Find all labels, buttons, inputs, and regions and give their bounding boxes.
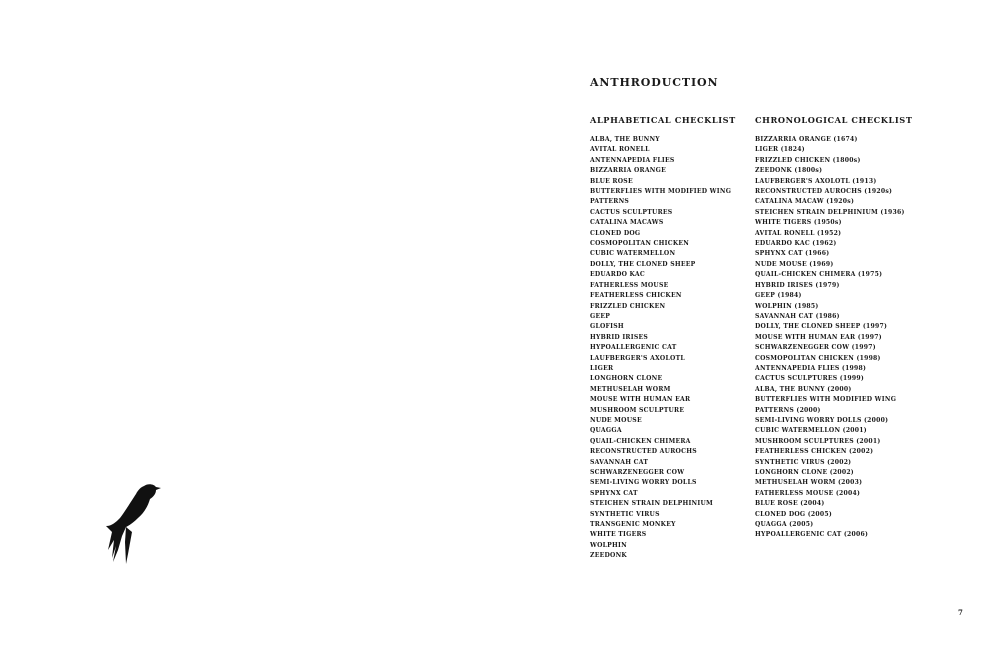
list-item: CATALINA MACAWS <box>590 219 664 227</box>
list-item: SEMI-LIVING WORRY DOLLS (2000) <box>755 416 889 424</box>
list-item: SYNTHETIC VIRUS (2002) <box>755 458 852 466</box>
list-item: LIGER <box>590 364 614 372</box>
list-item: SCHWARZENEGGER COW <box>590 469 685 476</box>
list-item: CACTUS SCULPTURES (1999) <box>755 375 865 383</box>
list-item: GEEP <box>590 312 611 320</box>
page-title: ANTHRODUCTION <box>590 76 719 89</box>
list-item: CLONED DOG <box>590 229 641 237</box>
list-item: SPHYNX CAT <box>590 489 638 497</box>
list-item: FATHERLESS MOUSE <box>590 281 669 289</box>
list-item: BLUE ROSE (2004) <box>755 500 825 508</box>
list-item: RECONSTRUCTED AUROCHS <box>590 448 697 456</box>
page-number: 7 <box>958 608 963 617</box>
list-item: FRIZZLED CHICKEN (1800s) <box>755 156 861 164</box>
list-item: WHITE TIGERS (1950s) <box>755 219 842 227</box>
list-item: CACTUS SCULPTURES <box>590 208 673 216</box>
list-item: METHUSELAH WORM (2003) <box>755 479 863 487</box>
list-item: ALBA, THE BUNNY <box>590 136 660 143</box>
list-item: BLUE ROSE <box>590 177 633 185</box>
list-item: MUSHROOM SCULPTURES (2001) <box>755 437 881 445</box>
list-item: EDUARDO KAC (1962) <box>755 240 837 248</box>
list-item: BUTTERFLIES WITH MODIFIED WING <box>755 396 897 404</box>
list-item: MOUSE WITH HUMAN EAR <box>590 396 691 404</box>
list-item: NUDE MOUSE (1969) <box>755 260 834 268</box>
list-item: PATTERNS (2000) <box>755 406 821 414</box>
list-item: ZEEDONK <box>590 552 627 560</box>
list-item: LONGHORN CLONE <box>590 375 663 383</box>
list-item: BIZZARRIA ORANGE <box>590 167 666 175</box>
list-item: SPHYNX CAT (1966) <box>755 250 830 258</box>
list-item: SEMI-LIVING WORRY DOLLS <box>590 479 697 487</box>
list-item: ANTENNAPEDIA FLIES <box>590 156 675 164</box>
list-item: CLONED DOG (2005) <box>755 510 832 518</box>
list-item: LAUFBERGER'S AXOLOTL (1913) <box>755 177 877 185</box>
list-item: SAVANNAH CAT (1986) <box>755 312 840 320</box>
list-item: TRANSGENIC MONKEY <box>590 521 676 529</box>
list-item: WOLPHIN <box>590 541 627 549</box>
list-item: FRIZZLED CHICKEN <box>590 302 666 310</box>
list-item: CUBIC WATERMELLON (2001) <box>755 427 867 435</box>
list-item: LONGHORN CLONE (2002) <box>755 469 854 476</box>
list-item: GEEP (1984) <box>755 292 802 300</box>
list-item: PATTERNS <box>590 198 630 206</box>
list-item: MOUSE WITH HUMAN EAR (1997) <box>755 333 882 341</box>
list-item: SYNTHETIC VIRUS <box>590 510 660 518</box>
alphabetical-checklist-heading: ALPHABETICAL CHECKLIST <box>590 115 736 125</box>
list-item: STEICHEN STRAIN DELPHINIUM (1936) <box>755 208 905 216</box>
list-item: ANTENNAPEDIA FLIES (1998) <box>755 364 867 372</box>
list-item: SCHWARZENEGGER COW (1997) <box>755 344 876 352</box>
chronological-checklist-heading: CHRONOLOGICAL CHECKLIST <box>755 115 913 125</box>
list-item: ALBA, THE BUNNY (2000) <box>755 385 852 393</box>
list-item: QUAIL-CHICKEN CHIMERA (1975) <box>755 271 883 279</box>
chronological-list <box>755 135 925 541</box>
list-item: HYPOALLERGENIC CAT <box>590 344 677 352</box>
alphabetical-checklist <box>590 115 740 562</box>
list-item: BIZZARRIA ORANGE (1674) <box>755 136 858 143</box>
list-item: WOLPHIN (1985) <box>755 302 819 310</box>
list-item: QUAGGA <box>590 427 622 435</box>
list-item: BUTTERFLIES WITH MODIFIED WING <box>590 188 732 196</box>
list-item: QUAGGA (2005) <box>755 521 814 529</box>
list-item: STEICHEN STRAIN DELPHINIUM <box>590 500 714 508</box>
list-item: HYBRID IRISES <box>590 333 649 341</box>
list-item: LIGER (1824) <box>755 146 805 154</box>
list-item: LAUFBERGER'S AXOLOTL <box>590 354 685 362</box>
alphabetical-list <box>590 135 740 562</box>
list-item: MUSHROOM SCULPTURE <box>590 406 685 414</box>
list-item: DOLLY, THE CLONED SHEEP (1997) <box>755 323 888 331</box>
chronological-checklist <box>755 115 925 541</box>
list-item: METHUSELAH WORM <box>590 385 671 393</box>
list-item: HYBRID IRISES (1979) <box>755 281 840 289</box>
list-item: CUBIC WATERMELLON <box>590 250 676 258</box>
list-item: QUAIL-CHICKEN CHIMERA <box>590 437 691 445</box>
list-item: FEATHERLESS CHICKEN (2002) <box>755 448 874 456</box>
list-item: WHITE TIGERS <box>590 531 647 539</box>
bird-silhouette-icon <box>104 480 164 564</box>
list-item: AVITAL RONELL (1952) <box>755 229 842 237</box>
list-item: RECONSTRUCTED AUROCHS (1920s) <box>755 188 893 196</box>
list-item: FEATHERLESS CHICKEN <box>590 292 682 300</box>
list-item: NUDE MOUSE <box>590 416 642 424</box>
list-item: HYPOALLERGENIC CAT (2006) <box>755 531 869 539</box>
list-item: SAVANNAH CAT <box>590 458 649 466</box>
list-item: ZEEDONK (1800s) <box>755 167 823 175</box>
list-item: COSMOPOLITAN CHICKEN (1998) <box>755 354 881 362</box>
list-item: CATALINA MACAW (1920s) <box>755 198 855 206</box>
list-item: FATHERLESS MOUSE (2004) <box>755 489 861 497</box>
list-item: GLOFISH <box>590 323 624 331</box>
list-item: EDUARDO KAC <box>590 271 645 279</box>
list-item: DOLLY, THE CLONED SHEEP <box>590 260 696 268</box>
list-item: COSMOPOLITAN CHICKEN <box>590 240 690 248</box>
list-item: AVITAL RONELL <box>590 146 650 154</box>
